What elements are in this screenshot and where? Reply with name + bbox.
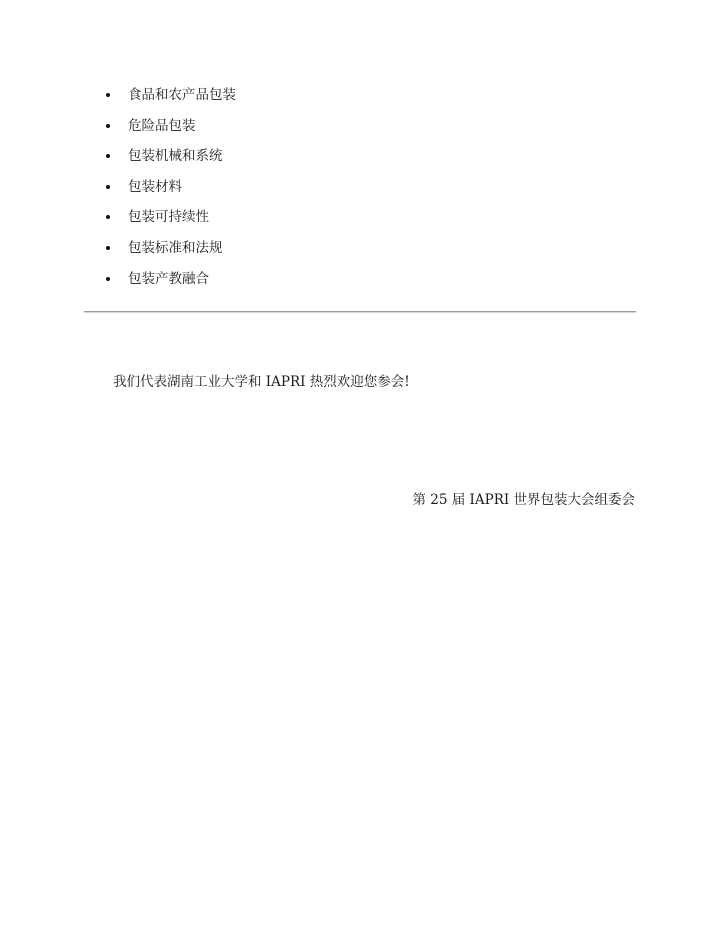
list-item	[84, 146, 644, 177]
list-item	[84, 116, 644, 147]
bullet-icon	[106, 277, 110, 281]
topic-label: 食品和农产品包装	[128, 87, 236, 103]
topic-list	[84, 85, 644, 299]
list-item	[84, 177, 644, 208]
topic-label: 危险品包装	[128, 117, 196, 134]
topic-label: 包装产教融合	[128, 270, 209, 287]
list-item	[84, 85, 644, 116]
topic-label: 包装材料	[128, 178, 182, 195]
bullet-icon	[106, 93, 110, 97]
list-item	[84, 238, 644, 269]
list-item	[84, 269, 644, 300]
list-item	[84, 207, 644, 238]
organizing-committee-signature: 第 25 届 IAPRI 世界包装大会组委会	[412, 491, 635, 508]
bullet-icon	[106, 154, 110, 158]
bullet-icon	[106, 185, 110, 189]
bullet-icon	[106, 215, 110, 219]
topic-label: 包装可持续性	[128, 209, 209, 226]
welcome-message: 我们代表湖南工业大学和 IAPRI 热烈欢迎您参会!	[113, 373, 410, 390]
topic-label: 包装标准和法规	[128, 239, 223, 256]
bullet-icon	[106, 124, 110, 128]
topic-label: 包装机械和系统	[128, 148, 223, 165]
horizontal-divider	[84, 311, 636, 313]
bullet-icon	[106, 246, 110, 250]
